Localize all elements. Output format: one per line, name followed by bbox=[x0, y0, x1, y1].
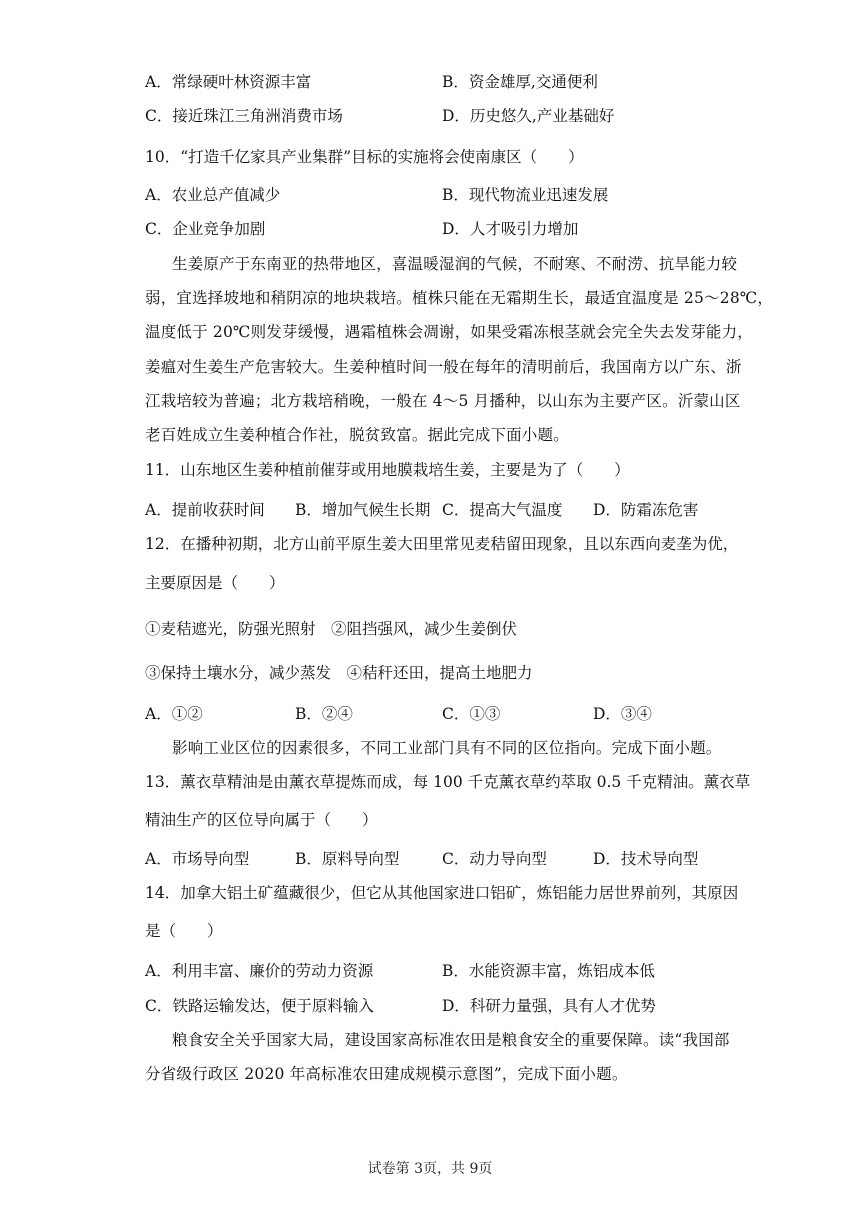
q12-stem-line-2: 主要原因是（ ） bbox=[145, 574, 285, 592]
q13-stem-line-2: 精油生产的区位导向属于（ ） bbox=[145, 811, 378, 829]
q9-option-d: D．历史悠久,产业基础好 bbox=[442, 107, 615, 125]
q11-option-b: B．增加气候生长期 bbox=[295, 501, 431, 519]
q11-option-d: D．防霜冻危害 bbox=[593, 501, 699, 519]
page-footer: 试卷第 3页，共 9页 bbox=[367, 1161, 493, 1177]
ginger-passage-line: 姜瘟对生姜生产危害较大。生姜种植时间一般在每年的清明前后，我国南方以广东、浙 bbox=[145, 358, 742, 376]
q10-stem: 10．“打造千亿家具产业集群”目标的实施将会使南康区（ ） bbox=[145, 148, 584, 166]
farmland-passage-line: 粮食安全关乎国家大局，建设国家高标准农田是粮食安全的重要保障。读“我国部 bbox=[172, 1031, 730, 1049]
q9-option-a: A．常绿硬叶林资源丰富 bbox=[145, 73, 312, 91]
q10-option-a: A．农业总产值减少 bbox=[145, 186, 281, 204]
q13-option-b: B．原料导向型 bbox=[295, 850, 400, 868]
industry-passage: 影响工业区位的因素很多，不同工业部门具有不同的区位指向。完成下面小题。 bbox=[172, 739, 722, 757]
ginger-passage-line: 老百姓成立生姜种植合作社，脱贫致富。据此完成下面小题。 bbox=[145, 426, 569, 444]
q13-stem-line-1: 13．薰衣草精油是由薰衣草提炼而成，每 100 千克薰衣草约萃取 0.5 千克精油。薰衣草 bbox=[145, 773, 751, 791]
q14-stem-line-1: 14．加拿大铝土矿蕴藏很少，但它从其他国家进口铝矿，炼铝能力居世界前列，其原因 bbox=[145, 884, 739, 902]
q12-option-d: D．③④ bbox=[593, 705, 652, 723]
q14-option-b: B．水能资源丰富，炼铝成本低 bbox=[442, 962, 655, 980]
q10-option-c: C．企业竞争加剧 bbox=[145, 220, 266, 238]
q11-option-c: C．提高大气温度 bbox=[442, 501, 563, 519]
q12-option-a: A．①② bbox=[145, 705, 203, 723]
ginger-passage-line: 江栽培较为普遍；北方栽培稍晚，一般在 4～5 月播种，以山东为主要产区。沂蒙山区 bbox=[145, 392, 741, 410]
q14-stem-line-2: 是（ ） bbox=[145, 922, 223, 940]
q11-option-a: A．提前收获时间 bbox=[145, 501, 265, 519]
ginger-passage-line: 弱，宜选择坡地和稍阴凉的地块栽培。植株只能在无霜期生长，最适宜温度是 25～28℃， bbox=[145, 289, 774, 307]
q9-option-b: B．资金雄厚,交通便利 bbox=[442, 73, 598, 91]
ginger-passage-line: 温度低于 20℃则发芽缓慢，遇霜植株会凋谢，如果受霜冻根茎就会完全失去发芽能力， bbox=[145, 323, 753, 341]
q12-statement-2: ③保持土壤水分，减少蒸发 ④秸秆还田，提高土地肥力 bbox=[145, 664, 533, 682]
q12-option-b: B．②④ bbox=[295, 705, 353, 723]
q13-option-d: D．技术导向型 bbox=[593, 850, 699, 868]
q14-option-d: D．科研力量强，具有人才优势 bbox=[442, 997, 656, 1015]
ginger-passage-line: 生姜原产于东南亚的热带地区，喜温暖湿润的气候，不耐寒、不耐涝、抗旱能力较 bbox=[172, 255, 738, 273]
q11-stem: 11．山东地区生姜种植前催芽或用地膜栽培生姜，主要是为了（ ） bbox=[145, 461, 630, 479]
q13-option-c: C．动力导向型 bbox=[442, 850, 547, 868]
q12-stem-line-1: 12．在播种初期，北方山前平原生姜大田里常见麦秸留田现象，且以东西向麦垄为优， bbox=[145, 535, 739, 553]
q12-statement-1: ①麦秸遮光，防强光照射 ②阻挡强风，减少生姜倒伏 bbox=[145, 620, 518, 638]
q13-option-a: A．市场导向型 bbox=[145, 850, 250, 868]
q10-option-d: D．人才吸引力增加 bbox=[442, 220, 579, 238]
farmland-passage-line: 分省级行政区 2020 年高标准农田建成规模示意图”，完成下面小题。 bbox=[145, 1065, 628, 1083]
q10-option-b: B．现代物流业迅速发展 bbox=[442, 186, 609, 204]
q14-option-c: C．铁路运输发达，便于原料输入 bbox=[145, 997, 374, 1015]
q12-option-c: C．①③ bbox=[442, 705, 501, 723]
q9-option-c: C．接近珠江三角洲消费市场 bbox=[145, 107, 343, 125]
q14-option-a: A．利用丰富、廉价的劳动力资源 bbox=[145, 962, 374, 980]
